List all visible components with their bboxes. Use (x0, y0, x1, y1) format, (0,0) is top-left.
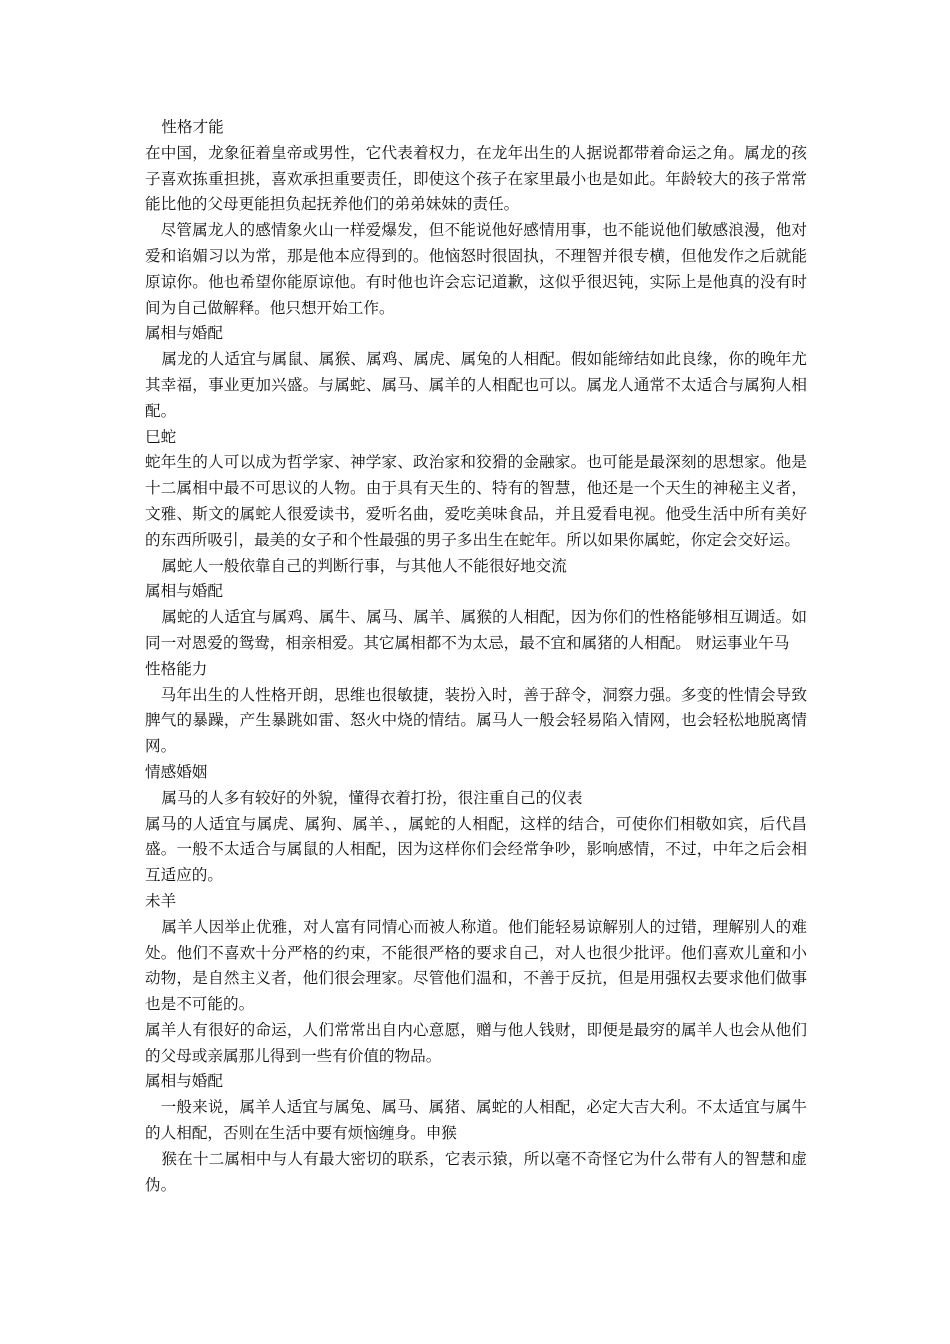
heading-zodiac-marriage: 属相与婚配 (145, 1072, 223, 1091)
heading-snake: 巳蛇 (145, 427, 177, 446)
document-page (145, 115, 807, 1198)
monkey-intro-paragraph: 猴在十二属相中与人有最大密切的联系，它表示猿，所以毫不奇怪它为什么带有人的智慧和虚伪。 (145, 1149, 807, 1194)
dragon-marriage-paragraph: 属龙的人适宜与属鼠、属猴、属鸡、属虎、属兔的人相配。假如能缔结如此良缘，你的晚年尤其幸福，事业更加兴盛。与属蛇、属马、属羊的人相配也可以。属龙人通常不太适合与属狗人相配。 (145, 350, 807, 420)
heading-zodiac-marriage: 属相与婚配 (145, 582, 223, 601)
snake-intro-paragraph: 蛇年生的人可以成为哲学家、神学家、政治家和狡猾的金融家。也可能是最深刻的思想家。他是十二属相中最不可思议的人物。由于具有天生的、特有的智慧，他还是一个天生的神秘主义者，文雅、斯文的属蛇人很爱读书，爱听名曲，爱吃美味食品，并且爱看电视。他受生活中所有美好的东西所吸引，最美的女子和个性最强的男子多出生在蛇年。所以如果你属蛇，你定会交好运。 (145, 453, 807, 549)
heading-goat: 未羊 (145, 891, 177, 910)
horse-appearance-paragraph: 属马的人多有较好的外貌，懂得衣着打扮，很注重自己的仪表 (161, 788, 583, 807)
snake-marriage-paragraph: 属蛇的人适宜与属鸡、属牛、属马、属羊、属猴的人相配，因为你们的性格能够相互调适。如同一对恩爱的鸳鸯，相亲相爱。其它属相都不为太忌，最不宜和属猪的人相配。 财运事业午马 (145, 608, 807, 652)
heading-personality-talent: 性格才能 (161, 118, 224, 136)
goat-intro-paragraph: 属羊人因举止优雅，对人富有同情心而被人称道。他们能轻易谅解别人的过错，理解别人的难处。他们不喜欢十分严格的约束，不能很严格的要求自己，对人也很少批评。他们喜欢儿童和小动物，是自然主义者，他们很会理家。尽管他们温和，不善于反抗，但是用强权去要求他们做事也是不可能的。 (145, 917, 807, 1014)
heading-emotion-marriage: 情感婚姻 (145, 762, 208, 781)
snake-judgement-paragraph: 属蛇人一般依靠自己的判断行事，与其他人不能很好地交流 (161, 556, 567, 575)
goat-fortune-paragraph: 属羊人有很好的命运，人们常常出自内心意愿，赠与他人钱财，即便是最穷的属羊人也会从他们的父母或亲属那儿得到一些有价值的物品。 (145, 1020, 807, 1065)
heading-personality-ability: 性格能力 (145, 659, 208, 678)
heading-zodiac-marriage: 属相与婚配 (145, 324, 223, 343)
dragon-temper-paragraph: 尽管属龙人的感情象火山一样爱爆发，但不能说他好感情用事，也不能说他们敏感浪漫，他对爱和谄媚习以为常，那是他本应得到的。他恼怒时很固执，不理智并很专横，但他发作之后就能原谅你。他也希望你能原谅他。有时他也许会忘记道歉，这似乎很迟钝，实际上是他真的没有时间为自己做解释。他只想开始工作。 (145, 221, 807, 317)
horse-marriage-paragraph: 属马的人适宜与属虎、属狗、属羊、，属蛇的人相配，这样的结合，可使你们相敬如宾，后代昌盛。一般不太适合与属鼠的人相配，因为这样你们会经常争吵，影响感情，不过，中年之后会相互适应的。 (145, 814, 807, 885)
dragon-intro-paragraph: 在中国，龙象征着皇帝或男性，它代表着权力，在龙年出生的人据说都带着命运之角。属龙的孩子喜欢拣重担挑，喜欢承担重要责任，即使这个孩子在家里最小也是如此。年龄较大的孩子常常能比他的父母更能担负起抚养他们的弟弟妹妹的责任。 (145, 143, 807, 214)
goat-marriage-paragraph: 一般来说，属羊人适宜与属兔、属马、属猪、属蛇的人相配，必定大吉大利。不太适宜与属牛的人相配，否则在生活中要有烦恼缠身。申猴 (145, 1098, 807, 1143)
horse-intro-paragraph: 马年出生的人性格开朗，思维也很敏捷，装扮入时，善于辞令，洞察力强。多变的性情会导致脾气的暴躁，产生暴跳如雷、怒火中烧的情结。属马人一般会轻易陷入情网，也会轻松地脱离情网。 (145, 685, 807, 756)
